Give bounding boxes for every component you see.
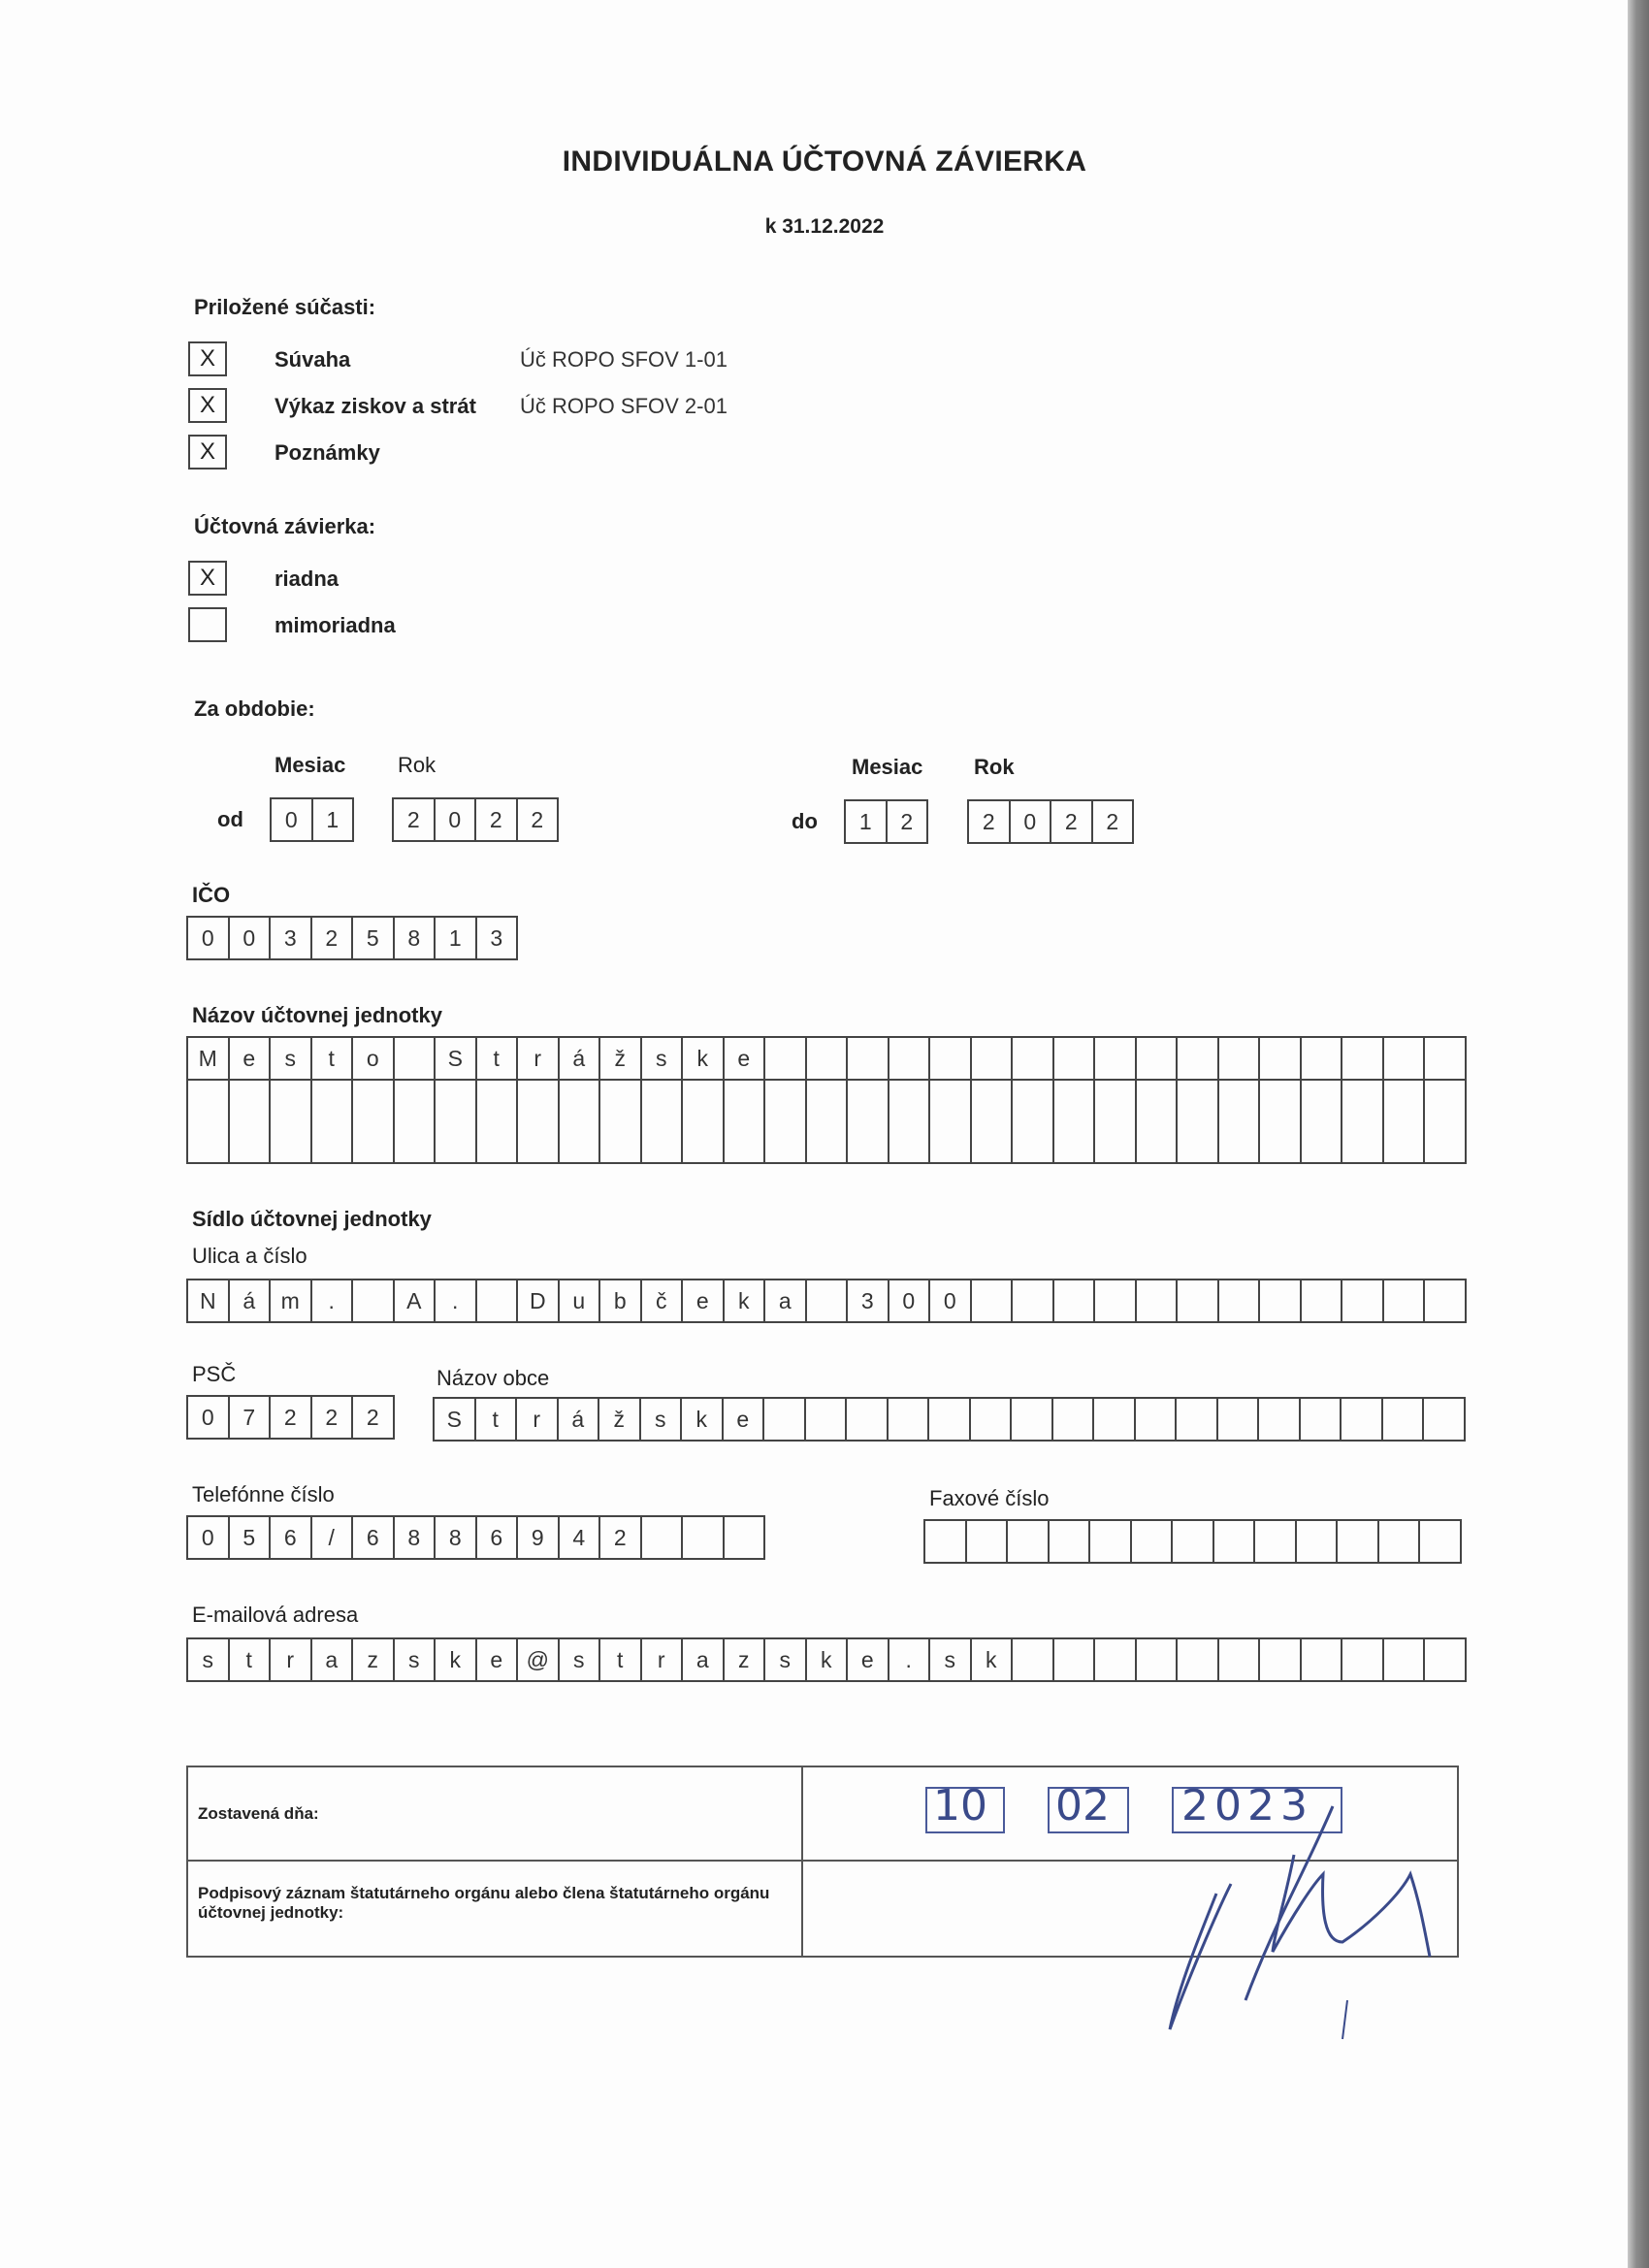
char-cell[interactable] — [1095, 1079, 1137, 1162]
char-cell[interactable]: e — [477, 1639, 519, 1680]
street-label: Ulica a číslo — [192, 1244, 307, 1268]
char-cell[interactable]: r — [642, 1639, 684, 1680]
char-cell[interactable] — [1013, 1280, 1054, 1321]
char-cell[interactable]: t — [476, 1399, 518, 1440]
char-cell[interactable]: 3 — [848, 1280, 889, 1321]
char-cell[interactable] — [1425, 1079, 1467, 1162]
char-cell[interactable]: e — [848, 1639, 889, 1680]
checkbox-mimoriadna[interactable] — [188, 607, 227, 642]
char-cell[interactable] — [1053, 1399, 1095, 1440]
char-cell[interactable] — [765, 1038, 807, 1079]
page-subtitle: k 31.12.2022 — [764, 215, 885, 238]
char-cell[interactable]: z — [353, 1639, 395, 1680]
char-cell[interactable]: s — [395, 1639, 436, 1680]
char-cell[interactable]: 9 — [518, 1517, 560, 1558]
char-cell[interactable] — [972, 1280, 1014, 1321]
char-cell[interactable]: 0 — [188, 1397, 230, 1438]
char-cell[interactable]: s — [930, 1639, 972, 1680]
address-label: Sídlo účtovnej jednotky — [192, 1207, 432, 1231]
char-cell[interactable] — [1090, 1521, 1132, 1562]
char-cell[interactable] — [1054, 1280, 1096, 1321]
char-cell[interactable] — [1136, 1399, 1178, 1440]
char-cell[interactable] — [1095, 1280, 1137, 1321]
checkbox-riadna[interactable]: X — [188, 561, 227, 596]
char-cell[interactable] — [1137, 1079, 1179, 1162]
date-year: 2023 — [1181, 1781, 1313, 1831]
char-cell[interactable] — [1054, 1639, 1096, 1680]
char-cell[interactable] — [1050, 1521, 1091, 1562]
char-cell[interactable] — [1260, 1079, 1302, 1162]
handwritten-signature — [188, 1767, 1461, 1960]
char-cell[interactable] — [971, 1399, 1013, 1440]
char-cell[interactable] — [1219, 1038, 1261, 1079]
closing-label: Účtovná závierka: — [194, 514, 376, 538]
char-cell[interactable]: r — [517, 1399, 559, 1440]
char-cell[interactable]: 0 — [188, 918, 230, 958]
to-year-label: Rok — [974, 755, 1015, 779]
char-cell[interactable]: s — [642, 1038, 684, 1079]
sign-label: Podpisový záznam štatutárneho orgánu alebo člena štatutárneho orgánu účtovnej jednotky: — [198, 1884, 770, 1922]
char-cell[interactable]: 6 — [477, 1517, 519, 1558]
char-cell[interactable]: a — [765, 1280, 807, 1321]
char-cell[interactable] — [1424, 1399, 1466, 1440]
char-cell[interactable] — [848, 1038, 889, 1079]
char-cell[interactable] — [848, 1079, 889, 1162]
char-cell[interactable] — [1260, 1639, 1302, 1680]
char-cell[interactable]: 2 — [353, 1397, 395, 1438]
char-cell[interactable]: á — [560, 1038, 601, 1079]
char-cell[interactable] — [188, 1079, 230, 1162]
char-cell[interactable] — [725, 1079, 766, 1162]
char-cell[interactable] — [1260, 1280, 1302, 1321]
char-cell[interactable]: / — [312, 1517, 354, 1558]
psc-field[interactable] — [186, 1395, 395, 1440]
char-cell[interactable] — [1178, 1280, 1219, 1321]
date-month: 02 — [1055, 1781, 1110, 1831]
char-cell[interactable] — [807, 1079, 849, 1162]
char-cell[interactable] — [1219, 1079, 1261, 1162]
char-cell[interactable] — [1384, 1079, 1426, 1162]
char-cell[interactable]: 2 — [394, 799, 436, 840]
char-cell[interactable]: . — [312, 1280, 354, 1321]
char-cell[interactable] — [930, 1079, 972, 1162]
char-cell[interactable]: s — [271, 1038, 312, 1079]
char-cell[interactable]: 2 — [312, 918, 354, 958]
email-label: E-mailová adresa — [192, 1603, 359, 1627]
char-cell[interactable] — [1425, 1038, 1467, 1079]
char-cell[interactable]: k — [682, 1399, 724, 1440]
char-cell[interactable] — [889, 1079, 931, 1162]
closing-option: mimoriadna — [275, 613, 396, 637]
char-cell[interactable] — [1095, 1639, 1137, 1680]
char-cell[interactable] — [1342, 1639, 1384, 1680]
char-cell[interactable]: 8 — [395, 918, 436, 958]
page-title: INDIVIDUÁLNA ÚČTOVNÁ ZÁVIERKA — [562, 146, 1087, 178]
char-cell[interactable]: 1 — [846, 801, 888, 842]
char-cell[interactable]: 2 — [312, 1397, 354, 1438]
entity-name-field[interactable] — [186, 1036, 1467, 1081]
char-cell[interactable] — [1302, 1280, 1343, 1321]
char-cell[interactable]: t — [230, 1639, 272, 1680]
char-cell[interactable]: s — [641, 1399, 683, 1440]
char-cell[interactable] — [765, 1079, 807, 1162]
char-cell[interactable]: 0 — [930, 1280, 972, 1321]
street-field[interactable] — [186, 1279, 1467, 1323]
char-cell[interactable]: 0 — [1011, 801, 1052, 842]
char-cell[interactable] — [1177, 1399, 1218, 1440]
char-cell[interactable]: á — [559, 1399, 600, 1440]
char-cell[interactable]: k — [683, 1038, 725, 1079]
checkbox-poznamky[interactable]: X — [188, 435, 227, 470]
char-cell[interactable]: . — [889, 1639, 931, 1680]
char-cell[interactable] — [312, 1079, 354, 1162]
char-cell[interactable] — [1178, 1079, 1219, 1162]
char-cell[interactable] — [436, 1079, 477, 1162]
ico-field[interactable] — [186, 916, 518, 960]
char-cell[interactable]: 3 — [271, 918, 312, 958]
char-cell[interactable]: e — [683, 1280, 725, 1321]
char-cell[interactable] — [642, 1517, 684, 1558]
char-cell[interactable] — [1214, 1521, 1256, 1562]
char-cell[interactable] — [1013, 1639, 1054, 1680]
char-cell[interactable]: 0 — [272, 799, 313, 840]
char-cell[interactable] — [353, 1079, 395, 1162]
char-cell[interactable] — [353, 1280, 395, 1321]
phone-label: Telefónne číslo — [192, 1482, 335, 1507]
scan-edge — [1628, 0, 1649, 2268]
char-cell[interactable] — [929, 1399, 971, 1440]
char-cell[interactable]: 2 — [1093, 801, 1135, 842]
period-label: Za obdobie: — [194, 697, 315, 721]
char-cell[interactable]: t — [312, 1038, 354, 1079]
char-cell[interactable]: S — [435, 1399, 476, 1440]
attachment-code: Úč ROPO SFOV 2-01 — [520, 394, 728, 418]
char-cell[interactable]: S — [436, 1038, 477, 1079]
char-cell[interactable] — [806, 1399, 848, 1440]
char-cell[interactable]: 0 — [230, 918, 272, 958]
to-year-field[interactable] — [967, 799, 1134, 844]
ico-label: IČO — [192, 883, 231, 907]
char-cell[interactable] — [925, 1521, 967, 1562]
char-cell[interactable] — [395, 1079, 436, 1162]
char-cell[interactable]: . — [436, 1280, 477, 1321]
char-cell[interactable] — [1255, 1521, 1297, 1562]
attachment-name: Výkaz ziskov a strát — [275, 394, 476, 418]
char-cell[interactable] — [889, 1038, 931, 1079]
char-cell[interactable]: ž — [600, 1038, 642, 1079]
char-cell[interactable] — [230, 1079, 272, 1162]
char-cell[interactable] — [477, 1079, 519, 1162]
char-cell[interactable] — [1260, 1038, 1302, 1079]
char-cell[interactable] — [807, 1280, 849, 1321]
char-cell[interactable]: @ — [518, 1639, 560, 1680]
char-cell[interactable]: 1 — [436, 918, 477, 958]
char-cell[interactable] — [1132, 1521, 1174, 1562]
char-cell[interactable] — [1173, 1521, 1214, 1562]
char-cell[interactable] — [1054, 1079, 1096, 1162]
entity-name-field-row2[interactable] — [186, 1079, 1467, 1164]
char-cell[interactable] — [1420, 1521, 1462, 1562]
char-cell[interactable]: t — [477, 1038, 519, 1079]
char-cell[interactable] — [1259, 1399, 1301, 1440]
city-field[interactable] — [433, 1397, 1466, 1442]
char-cell[interactable] — [764, 1399, 806, 1440]
char-cell[interactable] — [1425, 1639, 1467, 1680]
char-cell[interactable]: k — [807, 1639, 849, 1680]
fax-label: Faxové číslo — [929, 1486, 1050, 1510]
city-label: Názov obce — [436, 1366, 550, 1390]
char-cell[interactable] — [972, 1038, 1014, 1079]
char-cell[interactable] — [1342, 1280, 1384, 1321]
signature-table — [186, 1766, 1459, 1958]
char-cell[interactable] — [972, 1079, 1014, 1162]
char-cell[interactable] — [1008, 1521, 1050, 1562]
char-cell[interactable] — [1342, 1038, 1384, 1079]
char-cell[interactable] — [1178, 1639, 1219, 1680]
char-cell[interactable]: k — [436, 1639, 477, 1680]
char-cell[interactable] — [1342, 1079, 1384, 1162]
char-cell[interactable] — [1302, 1038, 1343, 1079]
char-cell[interactable] — [1095, 1038, 1137, 1079]
char-cell[interactable]: a — [312, 1639, 354, 1680]
char-cell[interactable] — [1379, 1521, 1421, 1562]
char-cell[interactable] — [683, 1517, 725, 1558]
char-cell[interactable] — [1338, 1521, 1379, 1562]
char-cell[interactable]: M — [188, 1038, 230, 1079]
char-cell[interactable] — [1178, 1038, 1219, 1079]
char-cell[interactable]: e — [725, 1038, 766, 1079]
char-cell[interactable]: č — [642, 1280, 684, 1321]
char-cell[interactable]: 5 — [230, 1517, 272, 1558]
entity-name-label: Názov účtovnej jednotky — [192, 1003, 442, 1027]
char-cell[interactable]: 2 — [476, 799, 518, 840]
char-cell[interactable]: u — [560, 1280, 601, 1321]
char-cell[interactable]: b — [600, 1280, 642, 1321]
char-cell[interactable] — [1054, 1038, 1096, 1079]
char-cell[interactable]: 0 — [889, 1280, 931, 1321]
email-field[interactable] — [186, 1637, 1467, 1682]
char-cell[interactable]: 6 — [353, 1517, 395, 1558]
char-cell[interactable] — [1219, 1280, 1261, 1321]
char-cell[interactable] — [642, 1079, 684, 1162]
char-cell[interactable]: k — [725, 1280, 766, 1321]
char-cell[interactable] — [1094, 1399, 1136, 1440]
char-cell[interactable]: t — [600, 1639, 642, 1680]
attachments-label: Priložené súčasti: — [194, 295, 376, 319]
char-cell[interactable] — [889, 1399, 930, 1440]
char-cell[interactable]: 2 — [888, 801, 929, 842]
char-cell[interactable]: 2 — [1051, 801, 1093, 842]
char-cell[interactable] — [1218, 1399, 1260, 1440]
date-day: 10 — [933, 1781, 987, 1831]
char-cell[interactable]: 2 — [518, 799, 560, 840]
char-cell[interactable] — [807, 1038, 849, 1079]
char-cell[interactable] — [1302, 1639, 1343, 1680]
attachment-name: Poznámky — [275, 440, 380, 465]
char-cell[interactable] — [600, 1079, 642, 1162]
char-cell[interactable] — [1384, 1639, 1426, 1680]
char-cell[interactable] — [1384, 1038, 1426, 1079]
char-cell[interactable]: ž — [599, 1399, 641, 1440]
from-year-label: Rok — [398, 753, 436, 777]
char-cell[interactable]: A — [395, 1280, 436, 1321]
compiled-label: Zostavená dňa: — [198, 1804, 319, 1823]
char-cell[interactable] — [1012, 1399, 1053, 1440]
char-cell[interactable] — [1297, 1521, 1339, 1562]
char-cell[interactable]: N — [188, 1280, 230, 1321]
char-cell[interactable]: 2 — [600, 1517, 642, 1558]
to-month-label: Mesiac — [852, 755, 923, 779]
char-cell[interactable]: 5 — [353, 918, 395, 958]
char-cell[interactable]: z — [725, 1639, 766, 1680]
char-cell[interactable] — [1013, 1038, 1054, 1079]
char-cell[interactable]: 4 — [560, 1517, 601, 1558]
char-cell[interactable] — [967, 1521, 1009, 1562]
psc-label: PSČ — [192, 1362, 237, 1386]
char-cell[interactable]: 6 — [271, 1517, 312, 1558]
char-cell[interactable]: o — [353, 1038, 395, 1079]
char-cell[interactable]: s — [188, 1639, 230, 1680]
char-cell[interactable] — [1383, 1399, 1425, 1440]
char-cell[interactable] — [1342, 1399, 1383, 1440]
char-cell[interactable]: r — [518, 1038, 560, 1079]
char-cell[interactable] — [271, 1079, 312, 1162]
char-cell[interactable]: s — [560, 1639, 601, 1680]
char-cell[interactable]: 2 — [271, 1397, 312, 1438]
char-cell[interactable] — [1137, 1280, 1179, 1321]
char-cell[interactable]: e — [230, 1038, 272, 1079]
attachment-name: Súvaha — [275, 347, 351, 372]
char-cell[interactable]: 8 — [436, 1517, 477, 1558]
char-cell[interactable]: 3 — [477, 918, 519, 958]
char-cell[interactable]: 0 — [436, 799, 477, 840]
char-cell[interactable] — [477, 1280, 519, 1321]
to-month-field[interactable] — [844, 799, 928, 844]
char-cell[interactable] — [930, 1038, 972, 1079]
char-cell[interactable] — [1301, 1399, 1342, 1440]
attachment-code: Úč ROPO SFOV 1-01 — [520, 347, 728, 372]
from-year-field[interactable] — [392, 797, 559, 842]
from-label: od — [217, 807, 243, 831]
char-cell[interactable]: m — [271, 1280, 312, 1321]
char-cell[interactable] — [560, 1079, 601, 1162]
char-cell[interactable]: 1 — [313, 799, 355, 840]
char-cell[interactable]: D — [518, 1280, 560, 1321]
char-cell[interactable]: 2 — [969, 801, 1011, 842]
char-cell[interactable] — [847, 1399, 889, 1440]
char-cell[interactable]: r — [271, 1639, 312, 1680]
char-cell[interactable] — [683, 1079, 725, 1162]
char-cell[interactable]: 7 — [230, 1397, 272, 1438]
char-cell[interactable] — [1302, 1079, 1343, 1162]
char-cell[interactable]: s — [765, 1639, 807, 1680]
checkbox-vykaz[interactable]: X — [188, 388, 227, 423]
phone-field[interactable] — [186, 1515, 765, 1560]
from-month-field[interactable] — [270, 797, 354, 842]
closing-option: riadna — [275, 567, 340, 591]
checkbox-suvaha[interactable]: X — [188, 341, 227, 376]
char-cell[interactable]: á — [230, 1280, 272, 1321]
fax-field[interactable] — [923, 1519, 1462, 1564]
char-cell[interactable]: 0 — [188, 1517, 230, 1558]
char-cell[interactable] — [1137, 1038, 1179, 1079]
char-cell[interactable] — [725, 1517, 766, 1558]
char-cell[interactable]: 8 — [395, 1517, 436, 1558]
char-cell[interactable] — [1013, 1079, 1054, 1162]
char-cell[interactable] — [1137, 1639, 1179, 1680]
char-cell[interactable] — [1219, 1639, 1261, 1680]
char-cell[interactable] — [1384, 1280, 1426, 1321]
char-cell[interactable] — [1425, 1280, 1467, 1321]
from-month-label: Mesiac — [275, 753, 346, 777]
char-cell[interactable] — [518, 1079, 560, 1162]
char-cell[interactable] — [395, 1038, 436, 1079]
char-cell[interactable]: k — [972, 1639, 1014, 1680]
char-cell[interactable]: a — [683, 1639, 725, 1680]
char-cell[interactable]: e — [724, 1399, 765, 1440]
to-label: do — [792, 809, 818, 833]
